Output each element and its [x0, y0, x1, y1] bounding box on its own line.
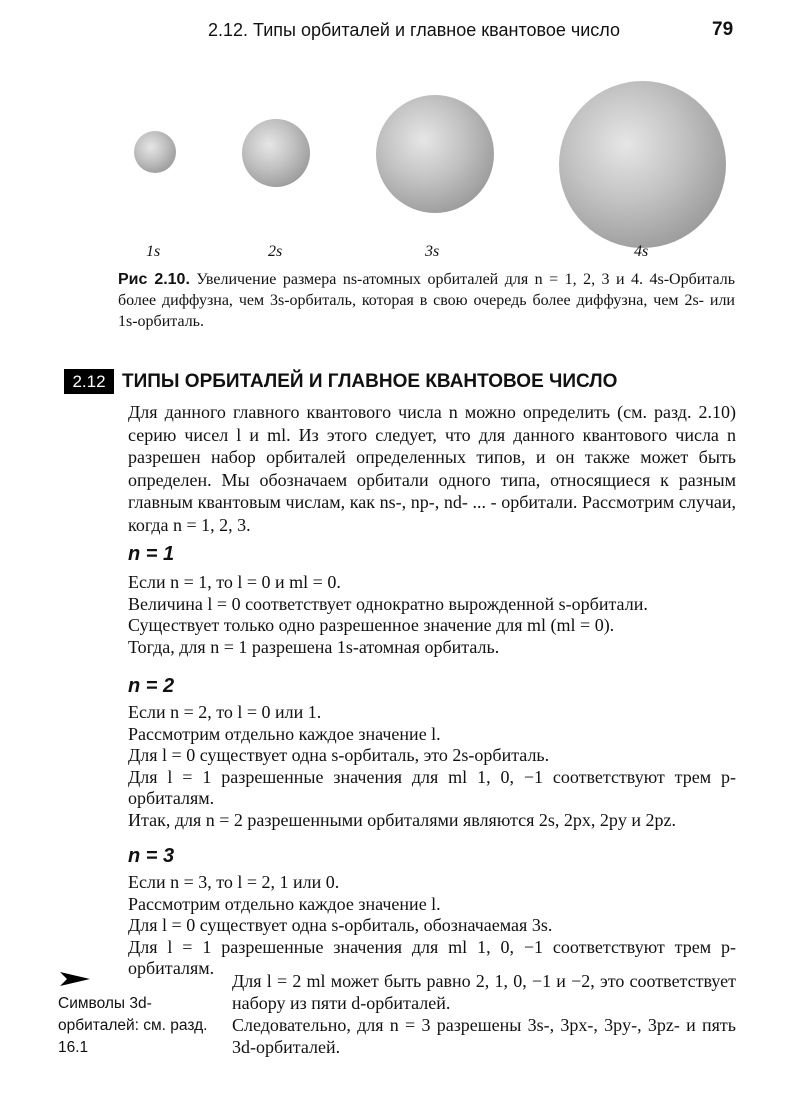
case-line: Для l = 1 разрешенные значения для ml 1, 0, −1 соответствуют трем p-орбиталям. [128, 766, 736, 808]
case-line: Рассмотрим отдельно каждое значение l. [128, 723, 441, 744]
margin-arrow-icon [60, 972, 90, 986]
case-line: Для l = 0 существует одна s-орбиталь, это 2s-орбиталь. [128, 745, 550, 765]
orbital-label-2s: 2s [268, 243, 283, 260]
case-line: Рассмотрим отдельно каждое значение l. [128, 893, 441, 914]
orbital-sphere-3s [376, 95, 494, 213]
case-line: Для l = 1 разрешенные значения для ml 1, 0, −1 соответствуют трем p-орбиталям. [128, 936, 736, 978]
subheading-n1: n = 1 [128, 543, 175, 565]
figure-caption-label: Рис 2.10. [118, 271, 190, 288]
case-line: Для l = 2 ml может быть равно 2, 1, 0, −1 и −2, это соответствует набору из пяти d-орбиталей. [232, 971, 736, 1013]
case-n1-block [128, 572, 736, 658]
case-line: Существует только одно разрешенное значение для ml (ml = 0). [128, 615, 615, 635]
orbital-sphere-1s [134, 131, 176, 173]
figure-caption [118, 269, 735, 332]
case-line: Величина l = 0 соответствует однократно вырожденной s-орбитали. [128, 593, 648, 614]
page-number: 79 [712, 19, 734, 40]
orbital-sphere-4s [559, 81, 726, 248]
section-title: ТИПЫ ОРБИТАЛЕЙ И ГЛАВНОЕ КВАНТОВОЕ ЧИСЛО [122, 371, 618, 392]
case-line: Если n = 2, то l = 0 или 1. [128, 702, 322, 722]
case-line: Итак, для n = 2 разрешенными орбиталями являются 2s, 2px, 2py и 2pz. [128, 809, 677, 830]
figure-caption-text: Увеличение размера ns-атомных орбиталей для n = 1, 2, 3 и 4. 4s-Орбиталь более диффузна, чем 3s-орбиталь, которая в свою очередь более диффузна, чем 2s- или 1s-орбиталь. [118, 271, 736, 330]
case-n3-block [128, 872, 736, 980]
case-line: Если n = 1, то l = 0 и ml = 0. [128, 572, 341, 592]
section-number-badge: 2.12 [64, 369, 114, 394]
subheading-n3: n = 3 [128, 845, 175, 867]
running-header: 2.12. Типы орбиталей и главное квантовое число [208, 20, 621, 40]
case-line: Для l = 0 существует одна s-орбиталь, обозначаемая 3s. [128, 915, 553, 935]
orbital-label-4s: 4s [634, 243, 649, 260]
case-n3-continued-block [232, 970, 736, 1058]
orbital-label-3s: 3s [425, 243, 440, 260]
margin-note: Символы 3d-орбиталей: см. разд. 16.1 [58, 995, 208, 1056]
case-n2-block [128, 702, 736, 831]
case-line: Если n = 3, то l = 2, 1 или 0. [128, 872, 340, 892]
orbital-label-1s: 1s [146, 243, 161, 260]
case-line: Тогда, для n = 1 разрешена 1s-атомная орбиталь. [128, 636, 500, 657]
orbital-sphere-2s [242, 119, 310, 187]
subheading-n2: n = 2 [128, 675, 175, 697]
section-intro-paragraph: Для данного главного квантового числа n можно определить (см. разд. 2.10) серию чисел l и ml. Из этого следует, что для данного квантового числа n разрешен набор орбиталей определенных типов, и он также может быть определен. Мы обозначаем орбитали одного типа, относящиеся к разным главным квантовым числам, как ns-, np-, nd- ... - орбитали. Рассмотрим случаи, когда n = 1, 2, 3. [128, 402, 736, 535]
case-line: Следовательно, для n = 3 разрешены 3s-, 3px-, 3py-, 3pz- и пять 3d-орбиталей. [232, 1015, 736, 1057]
